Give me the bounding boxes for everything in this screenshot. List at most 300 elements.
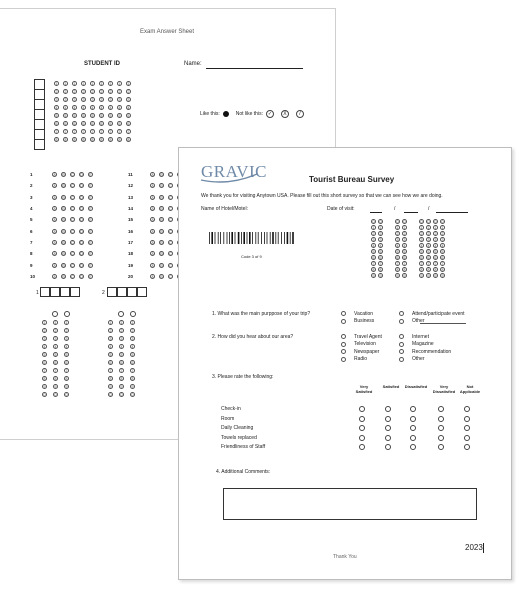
answer-bubble[interactable]: 9 [379, 274, 382, 278]
option-item[interactable] [399, 348, 451, 356]
answer-bubble[interactable]: 1 [120, 321, 123, 325]
answer-bubble[interactable]: C [71, 173, 74, 178]
answer-bubble[interactable]: 6 [100, 122, 103, 126]
answer-bubble[interactable]: 0 [396, 220, 399, 224]
open-bubble[interactable] [64, 311, 70, 317]
answer-bubble[interactable]: B [62, 263, 65, 268]
answer-bubble[interactable]: 3 [403, 238, 406, 242]
answer-bubble[interactable]: 2 [109, 90, 112, 94]
answer-bubble[interactable]: B [62, 218, 65, 223]
answer-bubble[interactable]: 8 [109, 138, 112, 142]
q2-options-a[interactable] [341, 333, 382, 363]
answer-bubble[interactable]: D [80, 263, 83, 268]
answer-bubble[interactable]: C [169, 240, 172, 245]
option-item[interactable] [341, 333, 382, 341]
answer-bubble[interactable]: 1 [441, 226, 444, 230]
answer-bubble[interactable]: 1 [73, 82, 76, 86]
answer-bubble[interactable]: A [151, 173, 154, 178]
answer-bubble[interactable]: 8 [427, 268, 430, 272]
answer-bubble[interactable]: D [80, 229, 83, 234]
answer-bubble[interactable]: 8 [54, 377, 57, 381]
answer-bubble[interactable]: 8 [100, 138, 103, 142]
answers-left-column[interactable] [30, 169, 93, 282]
answer-bubble[interactable]: 3 [65, 337, 68, 341]
answer-bubble[interactable]: 9 [396, 274, 399, 278]
answer-bubble[interactable]: 7 [427, 262, 430, 266]
box1-cells[interactable] [40, 287, 80, 297]
answer-bubble[interactable]: 3 [441, 238, 444, 242]
answer-bubble[interactable]: 1 [109, 321, 112, 325]
rating-radio[interactable] [410, 435, 416, 441]
answer-bubble[interactable]: B [160, 240, 163, 245]
answer-bubble[interactable]: 1 [54, 321, 57, 325]
answer-bubble[interactable]: 5 [441, 250, 444, 254]
answer-bubble[interactable]: 2 [55, 90, 58, 94]
answer-bubble[interactable]: C [169, 263, 172, 268]
answer-bubble[interactable]: B [160, 263, 163, 268]
option-radio[interactable] [399, 311, 404, 316]
option-radio[interactable] [341, 334, 346, 339]
option-radio[interactable] [341, 319, 346, 324]
answer-bubble[interactable]: C [71, 184, 74, 189]
answer-bubble[interactable]: 5 [54, 353, 57, 357]
answer-bubble[interactable]: 7 [54, 369, 57, 373]
answer-bubble[interactable]: A [53, 184, 56, 189]
box-cell[interactable] [127, 287, 137, 297]
answer-bubble[interactable]: A [151, 240, 154, 245]
answer-bubble[interactable]: 7 [396, 262, 399, 266]
answer-bubble[interactable]: 5 [109, 114, 112, 118]
answer-bubble[interactable]: A [151, 218, 154, 223]
answer-bubble[interactable]: 8 [420, 268, 423, 272]
answer-bubble[interactable]: 5 [82, 114, 85, 118]
answer-bubble[interactable]: 4 [100, 106, 103, 110]
answer-bubble[interactable]: 1 [55, 82, 58, 86]
answer-bubble[interactable]: 2 [441, 232, 444, 236]
answer-bubble[interactable]: D [80, 252, 83, 257]
answer-bubble[interactable]: 4 [82, 106, 85, 110]
answer-bubble[interactable]: 6 [109, 122, 112, 126]
option-item[interactable] [399, 310, 465, 318]
answer-bubble[interactable]: A [151, 184, 154, 189]
box-cell[interactable] [50, 287, 60, 297]
answer-bubble[interactable]: 2 [73, 90, 76, 94]
answer-bubble[interactable]: 1 [82, 82, 85, 86]
answer-bubble[interactable]: 4 [120, 345, 123, 349]
answer-bubble[interactable]: 9 [420, 274, 423, 278]
answer-bubble[interactable]: 5 [427, 250, 430, 254]
answer-bubble[interactable]: 0 [420, 220, 423, 224]
comments-box[interactable] [223, 488, 477, 520]
answer-bubble[interactable]: 1 [131, 321, 134, 325]
answer-bubble[interactable]: 1 [372, 226, 375, 230]
date-field-month[interactable] [370, 212, 382, 213]
q1-other-line[interactable] [420, 323, 466, 324]
box-cell[interactable] [60, 287, 70, 297]
rating-radio[interactable] [464, 406, 470, 412]
answer-bubble[interactable]: E [89, 240, 92, 245]
answer-bubble[interactable]: E [89, 207, 92, 212]
answer-bubble[interactable]: 8 [434, 268, 437, 272]
answer-bubble[interactable]: 6 [403, 256, 406, 260]
box2-cells[interactable] [107, 287, 147, 297]
answer-bubble[interactable]: 1 [64, 82, 67, 86]
answer-bubble[interactable]: E [89, 195, 92, 200]
answer-bubble[interactable]: 1 [109, 82, 112, 86]
answer-bubble[interactable]: 3 [91, 98, 94, 102]
answer-bubble[interactable]: 1 [43, 321, 46, 325]
answer-bubble[interactable]: 0 [434, 220, 437, 224]
answer-bubble[interactable]: 9 [427, 274, 430, 278]
answer-bubble[interactable]: A [53, 252, 56, 257]
answer-bubble[interactable]: E [89, 173, 92, 178]
answer-bubble[interactable]: 4 [131, 345, 134, 349]
answer-bubble[interactable]: C [169, 229, 172, 234]
answer-bubble[interactable]: C [169, 173, 172, 178]
answer-bubble[interactable]: 6 [120, 361, 123, 365]
answer-bubble[interactable]: E [89, 263, 92, 268]
answer-bubble[interactable]: 5 [64, 114, 67, 118]
answer-bubble[interactable]: C [71, 229, 74, 234]
answer-bubble[interactable]: 6 [82, 122, 85, 126]
answer-bubble[interactable]: 5 [372, 250, 375, 254]
answer-bubble[interactable]: B [62, 184, 65, 189]
answer-bubble[interactable]: 1 [91, 82, 94, 86]
answer-bubble[interactable]: 4 [91, 106, 94, 110]
rating-radio[interactable] [385, 425, 391, 431]
answer-bubble[interactable]: 3 [127, 98, 130, 102]
answer-bubble[interactable]: 4 [127, 106, 130, 110]
answer-bubble[interactable]: B [160, 207, 163, 212]
answer-bubble[interactable]: 5 [120, 353, 123, 357]
answer-bubble[interactable]: C [71, 207, 74, 212]
answer-bubble[interactable]: 2 [54, 329, 57, 333]
answer-bubble[interactable]: A [151, 263, 154, 268]
answer-bubble[interactable]: 7 [434, 262, 437, 266]
answer-bubble[interactable]: A [151, 252, 154, 257]
answer-bubble[interactable]: 0 [131, 393, 134, 397]
answer-bubble[interactable]: 9 [54, 385, 57, 389]
answer-bubble[interactable]: 3 [379, 238, 382, 242]
answer-bubble[interactable]: 1 [396, 226, 399, 230]
answer-bubble[interactable]: C [169, 195, 172, 200]
answer-bubble[interactable]: E [89, 218, 92, 223]
option-item[interactable] [341, 318, 374, 326]
name-line[interactable] [206, 68, 303, 69]
answer-bubble[interactable]: 7 [372, 262, 375, 266]
answer-bubble[interactable]: B [62, 195, 65, 200]
answer-bubble[interactable]: 5 [118, 114, 121, 118]
answer-bubble[interactable]: 1 [100, 82, 103, 86]
answer-bubble[interactable]: 4 [43, 345, 46, 349]
answer-bubble[interactable]: 7 [64, 130, 67, 134]
answer-bubble[interactable]: E [89, 184, 92, 189]
answer-bubble[interactable]: 0 [403, 220, 406, 224]
answer-bubble[interactable]: 2 [91, 90, 94, 94]
option-radio[interactable] [399, 349, 404, 354]
answer-bubble[interactable]: 3 [82, 98, 85, 102]
rating-radio[interactable] [438, 444, 444, 450]
answer-bubble[interactable]: 6 [127, 122, 130, 126]
answer-bubble[interactable]: 8 [403, 268, 406, 272]
option-radio[interactable] [399, 357, 404, 362]
answer-bubble[interactable]: B [160, 274, 163, 279]
answer-bubble[interactable]: 0 [427, 220, 430, 224]
answer-bubble[interactable]: B [62, 229, 65, 234]
answer-bubble[interactable]: 7 [73, 130, 76, 134]
answer-bubble[interactable]: 1 [403, 226, 406, 230]
answer-bubble[interactable]: B [62, 252, 65, 257]
answer-bubble[interactable]: 5 [65, 353, 68, 357]
answer-bubble[interactable]: 2 [43, 329, 46, 333]
answer-bubble[interactable]: 2 [82, 90, 85, 94]
answer-bubble[interactable]: D [80, 184, 83, 189]
answer-bubble[interactable]: 3 [434, 238, 437, 242]
answer-bubble[interactable]: 3 [396, 238, 399, 242]
rating-radio[interactable] [464, 416, 470, 422]
answer-bubble[interactable]: 9 [441, 274, 444, 278]
answer-bubble[interactable]: 6 [372, 256, 375, 260]
answer-bubble[interactable]: A [151, 229, 154, 234]
answer-bubble[interactable]: B [160, 173, 163, 178]
answer-bubble[interactable]: 8 [55, 138, 58, 142]
answer-bubble[interactable]: 6 [131, 361, 134, 365]
answer-bubble[interactable]: 2 [403, 232, 406, 236]
answer-bubble[interactable]: 5 [379, 250, 382, 254]
answer-bubble[interactable]: B [160, 218, 163, 223]
answer-bubble[interactable]: A [53, 229, 56, 234]
answer-bubble[interactable]: 4 [55, 106, 58, 110]
answer-bubble[interactable]: D [80, 240, 83, 245]
answer-bubble[interactable]: 0 [379, 220, 382, 224]
answer-bubble[interactable]: A [151, 274, 154, 279]
answer-bubble[interactable]: 5 [43, 353, 46, 357]
answer-bubble[interactable]: 1 [420, 226, 423, 230]
box-cell[interactable] [137, 287, 147, 297]
answer-bubble[interactable]: C [169, 252, 172, 257]
answer-bubble[interactable]: 4 [427, 244, 430, 248]
date-field-day[interactable] [404, 212, 418, 213]
option-item[interactable] [341, 356, 382, 364]
answer-bubble[interactable]: 6 [420, 256, 423, 260]
answer-bubble[interactable]: 3 [73, 98, 76, 102]
rating-radio[interactable] [410, 406, 416, 412]
answer-bubble[interactable]: 4 [54, 345, 57, 349]
id-box-cell[interactable] [34, 139, 45, 150]
rating-radio[interactable] [359, 416, 365, 422]
answer-bubble[interactable]: 3 [118, 98, 121, 102]
answer-bubble[interactable]: 7 [118, 130, 121, 134]
answer-bubble[interactable]: C [71, 195, 74, 200]
answer-bubble[interactable]: 6 [118, 122, 121, 126]
answer-bubble[interactable]: D [80, 195, 83, 200]
rating-radio[interactable] [359, 444, 365, 450]
answer-bubble[interactable]: 3 [43, 337, 46, 341]
answer-bubble[interactable]: 1 [65, 321, 68, 325]
answer-bubble[interactable]: 7 [43, 369, 46, 373]
rating-radio[interactable] [410, 425, 416, 431]
answer-bubble[interactable]: B [62, 173, 65, 178]
rating-radio[interactable] [464, 425, 470, 431]
answer-bubble[interactable]: A [53, 240, 56, 245]
answer-bubble[interactable]: 6 [396, 256, 399, 260]
rating-radio[interactable] [410, 444, 416, 450]
answer-bubble[interactable]: 3 [100, 98, 103, 102]
answer-bubble[interactable]: A [53, 263, 56, 268]
answer-bubble[interactable]: C [169, 218, 172, 223]
answer-bubble[interactable]: B [160, 252, 163, 257]
answer-bubble[interactable]: 4 [372, 244, 375, 248]
answer-bubble[interactable]: 6 [441, 256, 444, 260]
answer-bubble[interactable]: 8 [65, 377, 68, 381]
answer-bubble[interactable]: A [53, 274, 56, 279]
answer-bubble[interactable]: D [80, 173, 83, 178]
box2-bubble-grid[interactable] [108, 311, 136, 400]
answer-bubble[interactable]: 5 [127, 114, 130, 118]
answer-bubble[interactable]: 7 [131, 369, 134, 373]
answer-bubble[interactable]: 5 [100, 114, 103, 118]
answer-bubble[interactable]: 5 [403, 250, 406, 254]
answer-bubble[interactable]: 3 [109, 337, 112, 341]
answer-bubble[interactable]: B [160, 184, 163, 189]
answer-bubble[interactable]: 7 [420, 262, 423, 266]
answer-bubble[interactable]: 6 [109, 361, 112, 365]
answer-bubble[interactable]: C [71, 263, 74, 268]
answer-bubble[interactable]: 6 [65, 361, 68, 365]
option-radio[interactable] [341, 311, 346, 316]
answer-bubble[interactable]: 4 [396, 244, 399, 248]
option-radio[interactable] [341, 349, 346, 354]
answer-bubble[interactable]: 9 [403, 274, 406, 278]
answer-bubble[interactable]: 0 [109, 393, 112, 397]
rating-radio[interactable] [385, 406, 391, 412]
rating-radio[interactable] [359, 425, 365, 431]
answer-bubble[interactable]: 4 [420, 244, 423, 248]
answer-bubble[interactable]: B [62, 207, 65, 212]
answer-bubble[interactable]: 0 [43, 393, 46, 397]
answer-bubble[interactable]: 2 [131, 329, 134, 333]
rating-radio[interactable] [464, 444, 470, 450]
option-radio[interactable] [341, 342, 346, 347]
answer-bubble[interactable]: 6 [55, 122, 58, 126]
option-item[interactable] [341, 310, 374, 318]
answer-bubble[interactable]: 2 [118, 90, 121, 94]
answer-bubble[interactable]: 6 [91, 122, 94, 126]
answer-bubble[interactable]: 5 [109, 353, 112, 357]
option-radio[interactable] [399, 334, 404, 339]
box-cell[interactable] [70, 287, 80, 297]
answer-bubble[interactable]: 3 [54, 337, 57, 341]
answer-bubble[interactable]: 6 [379, 256, 382, 260]
option-item[interactable] [399, 341, 451, 349]
option-item[interactable] [399, 333, 451, 341]
rating-radio[interactable] [438, 435, 444, 441]
rating-radio[interactable] [385, 444, 391, 450]
option-radio[interactable] [399, 342, 404, 347]
answer-bubble[interactable]: 4 [441, 244, 444, 248]
answer-bubble[interactable]: 7 [91, 130, 94, 134]
date-field-year[interactable] [436, 212, 468, 213]
open-bubble[interactable] [118, 311, 124, 317]
rating-radio[interactable] [438, 416, 444, 422]
answer-bubble[interactable]: 5 [131, 353, 134, 357]
answer-bubble[interactable]: 8 [396, 268, 399, 272]
answer-bubble[interactable]: 1 [379, 226, 382, 230]
answer-bubble[interactable]: 8 [91, 138, 94, 142]
answer-bubble[interactable]: 8 [43, 377, 46, 381]
answer-bubble[interactable]: C [169, 207, 172, 212]
answer-bubble[interactable]: 3 [109, 98, 112, 102]
box-cell[interactable] [40, 287, 50, 297]
answer-bubble[interactable]: 0 [65, 393, 68, 397]
q1-options-a[interactable] [341, 310, 374, 325]
answer-bubble[interactable]: 2 [64, 90, 67, 94]
answer-bubble[interactable]: 8 [109, 377, 112, 381]
answer-bubble[interactable]: C [71, 252, 74, 257]
rating-radio[interactable] [385, 435, 391, 441]
answer-bubble[interactable]: 2 [396, 232, 399, 236]
open-bubble[interactable] [130, 311, 136, 317]
option-item[interactable] [341, 341, 382, 349]
answer-bubble[interactable]: E [89, 252, 92, 257]
answer-bubble[interactable]: A [151, 195, 154, 200]
box-cell[interactable] [107, 287, 117, 297]
rating-radio[interactable] [438, 425, 444, 431]
answer-bubble[interactable]: 2 [420, 232, 423, 236]
option-item[interactable] [399, 356, 451, 364]
answer-bubble[interactable]: 0 [441, 220, 444, 224]
answer-bubble[interactable]: 5 [91, 114, 94, 118]
answer-bubble[interactable]: E [89, 274, 92, 279]
answer-bubble[interactable]: 5 [73, 114, 76, 118]
option-item[interactable] [341, 348, 382, 356]
answer-bubble[interactable]: 4 [118, 106, 121, 110]
answer-bubble[interactable]: A [53, 195, 56, 200]
answer-bubble[interactable]: 7 [441, 262, 444, 266]
answer-bubble[interactable]: 6 [73, 122, 76, 126]
option-radio[interactable] [341, 357, 346, 362]
answer-bubble[interactable]: 6 [54, 361, 57, 365]
answer-bubble[interactable]: C [71, 274, 74, 279]
answer-bubble[interactable]: 2 [427, 232, 430, 236]
box1-bubble-grid[interactable] [42, 311, 70, 400]
answer-bubble[interactable]: 4 [64, 106, 67, 110]
answer-bubble[interactable]: 8 [131, 377, 134, 381]
answer-bubble[interactable]: 8 [82, 138, 85, 142]
answer-bubble[interactable]: 9 [434, 274, 437, 278]
rating-radio[interactable] [385, 416, 391, 422]
answer-bubble[interactable]: 3 [372, 238, 375, 242]
answer-bubble[interactable]: 8 [64, 138, 67, 142]
answer-bubble[interactable]: 5 [420, 250, 423, 254]
answer-bubble[interactable]: 4 [73, 106, 76, 110]
answer-bubble[interactable]: 8 [120, 377, 123, 381]
answer-bubble[interactable]: 2 [379, 232, 382, 236]
answer-bubble[interactable]: C [71, 240, 74, 245]
answer-bubble[interactable]: 7 [109, 369, 112, 373]
student-id-bubble-grid[interactable] [54, 81, 131, 145]
rating-radio[interactable] [464, 435, 470, 441]
answer-bubble[interactable]: 7 [82, 130, 85, 134]
answer-bubble[interactable]: D [80, 218, 83, 223]
answer-bubble[interactable]: 7 [100, 130, 103, 134]
answer-bubble[interactable]: 9 [109, 385, 112, 389]
answer-bubble[interactable]: A [53, 207, 56, 212]
answer-bubble[interactable]: 6 [434, 256, 437, 260]
answer-bubble[interactable]: 4 [109, 106, 112, 110]
answer-bubble[interactable]: 1 [127, 82, 130, 86]
rating-radio[interactable] [410, 416, 416, 422]
